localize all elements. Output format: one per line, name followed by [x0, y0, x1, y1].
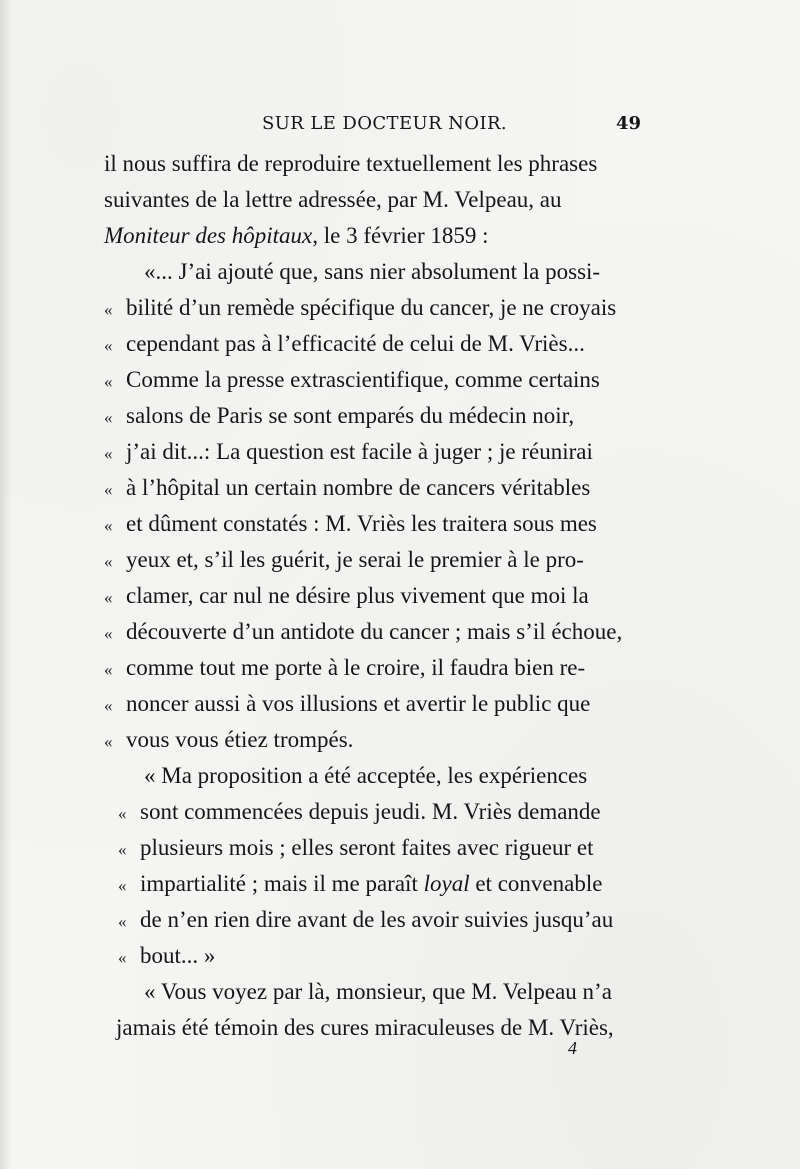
- running-head: SUR LE DOCTEUR NOIR.: [262, 113, 508, 134]
- quote-mark: «: [118, 876, 127, 895]
- page-spine-shadow: [0, 0, 12, 1169]
- quote-mark: «: [104, 516, 113, 535]
- italic-word: loyal: [423, 871, 470, 896]
- text-line: « comme tout me porte à le croire, il faudra bien re-: [104, 650, 585, 688]
- text-line: « bilité d’un remède spécifique du cancer, je ne croyais: [104, 290, 616, 328]
- italic-title: Moniteur des hôpitaux,: [104, 223, 318, 248]
- text-line: « salons de Paris se sont emparés du médecin noir,: [104, 398, 574, 436]
- text-line: «... J’ai ajouté que, sans nier absolument la possi-: [144, 259, 601, 284]
- text-line: « Vous voyez par là, monsieur, que M. Velpeau n’a: [144, 979, 612, 1004]
- quote-mark: «: [104, 336, 113, 355]
- text-line: Moniteur des hôpitaux, le 3 février 1859 :: [104, 223, 489, 248]
- quote-mark: «: [104, 552, 113, 571]
- text-line: jamais été témoin des cures miraculeuses de M. Vriès,: [116, 1015, 614, 1040]
- quote-mark: «: [104, 732, 113, 751]
- text-line: « vous vous étiez trompés.: [104, 722, 353, 760]
- text-line: « bout... »: [104, 938, 215, 976]
- quote-mark: «: [104, 480, 113, 499]
- page-number: 49: [616, 113, 642, 134]
- text-line: « clamer, car nul ne désire plus vivement que moi la: [104, 578, 589, 616]
- text-line: « Ma proposition a été acceptée, les expériences: [144, 763, 588, 788]
- text-line: « yeux et, s’il les guérit, je serai le premier à le pro-: [104, 542, 584, 580]
- quote-mark: «: [104, 300, 113, 319]
- quote-mark: «: [104, 660, 113, 679]
- text-line: « à l’hôpital un certain nombre de cancers véritables: [104, 470, 590, 508]
- quote-mark: «: [118, 948, 127, 967]
- quote-mark: «: [104, 624, 113, 643]
- quote-mark: «: [104, 444, 113, 463]
- text-line: « j’ai dit...: La question est facile à juger ; je réunirai: [104, 434, 593, 472]
- text-line: « et dûment constatés : M. Vriès les traitera sous mes: [104, 506, 597, 544]
- text-line: « plusieurs mois ; elles seront faites avec rigueur et: [104, 830, 593, 868]
- text-line: « de n’en rien dire avant de les avoir suivies jusqu’au: [104, 902, 613, 940]
- text-line: il nous suffira de reproduire textuellement les phrases: [104, 151, 598, 176]
- text-line: « Comme la presse extrascientifique, comme certains: [104, 362, 600, 400]
- quote-mark: «: [104, 408, 113, 427]
- quote-mark: «: [118, 840, 127, 859]
- quote-mark: «: [104, 588, 113, 607]
- text-line: « impartialité ; mais il me paraît loyal et convenable: [104, 866, 602, 904]
- text-line: « cependant pas à l’efficacité de celui de M. Vriès...: [104, 326, 585, 364]
- quote-mark: «: [104, 372, 113, 391]
- quote-mark: «: [118, 912, 127, 931]
- text-line: suivantes de la lettre adressée, par M. Velpeau, au: [104, 187, 562, 212]
- text-line: « noncer aussi à vos illusions et avertir le public que: [104, 686, 590, 724]
- quote-mark: «: [104, 696, 113, 715]
- text-line: « découverte d’un antidote du cancer ; mais s’il échoue,: [104, 614, 622, 652]
- quote-mark: «: [118, 804, 127, 823]
- text-line: « sont commencées depuis jeudi. M. Vriès demande: [104, 794, 601, 832]
- signature-mark: 4: [568, 1038, 577, 1058]
